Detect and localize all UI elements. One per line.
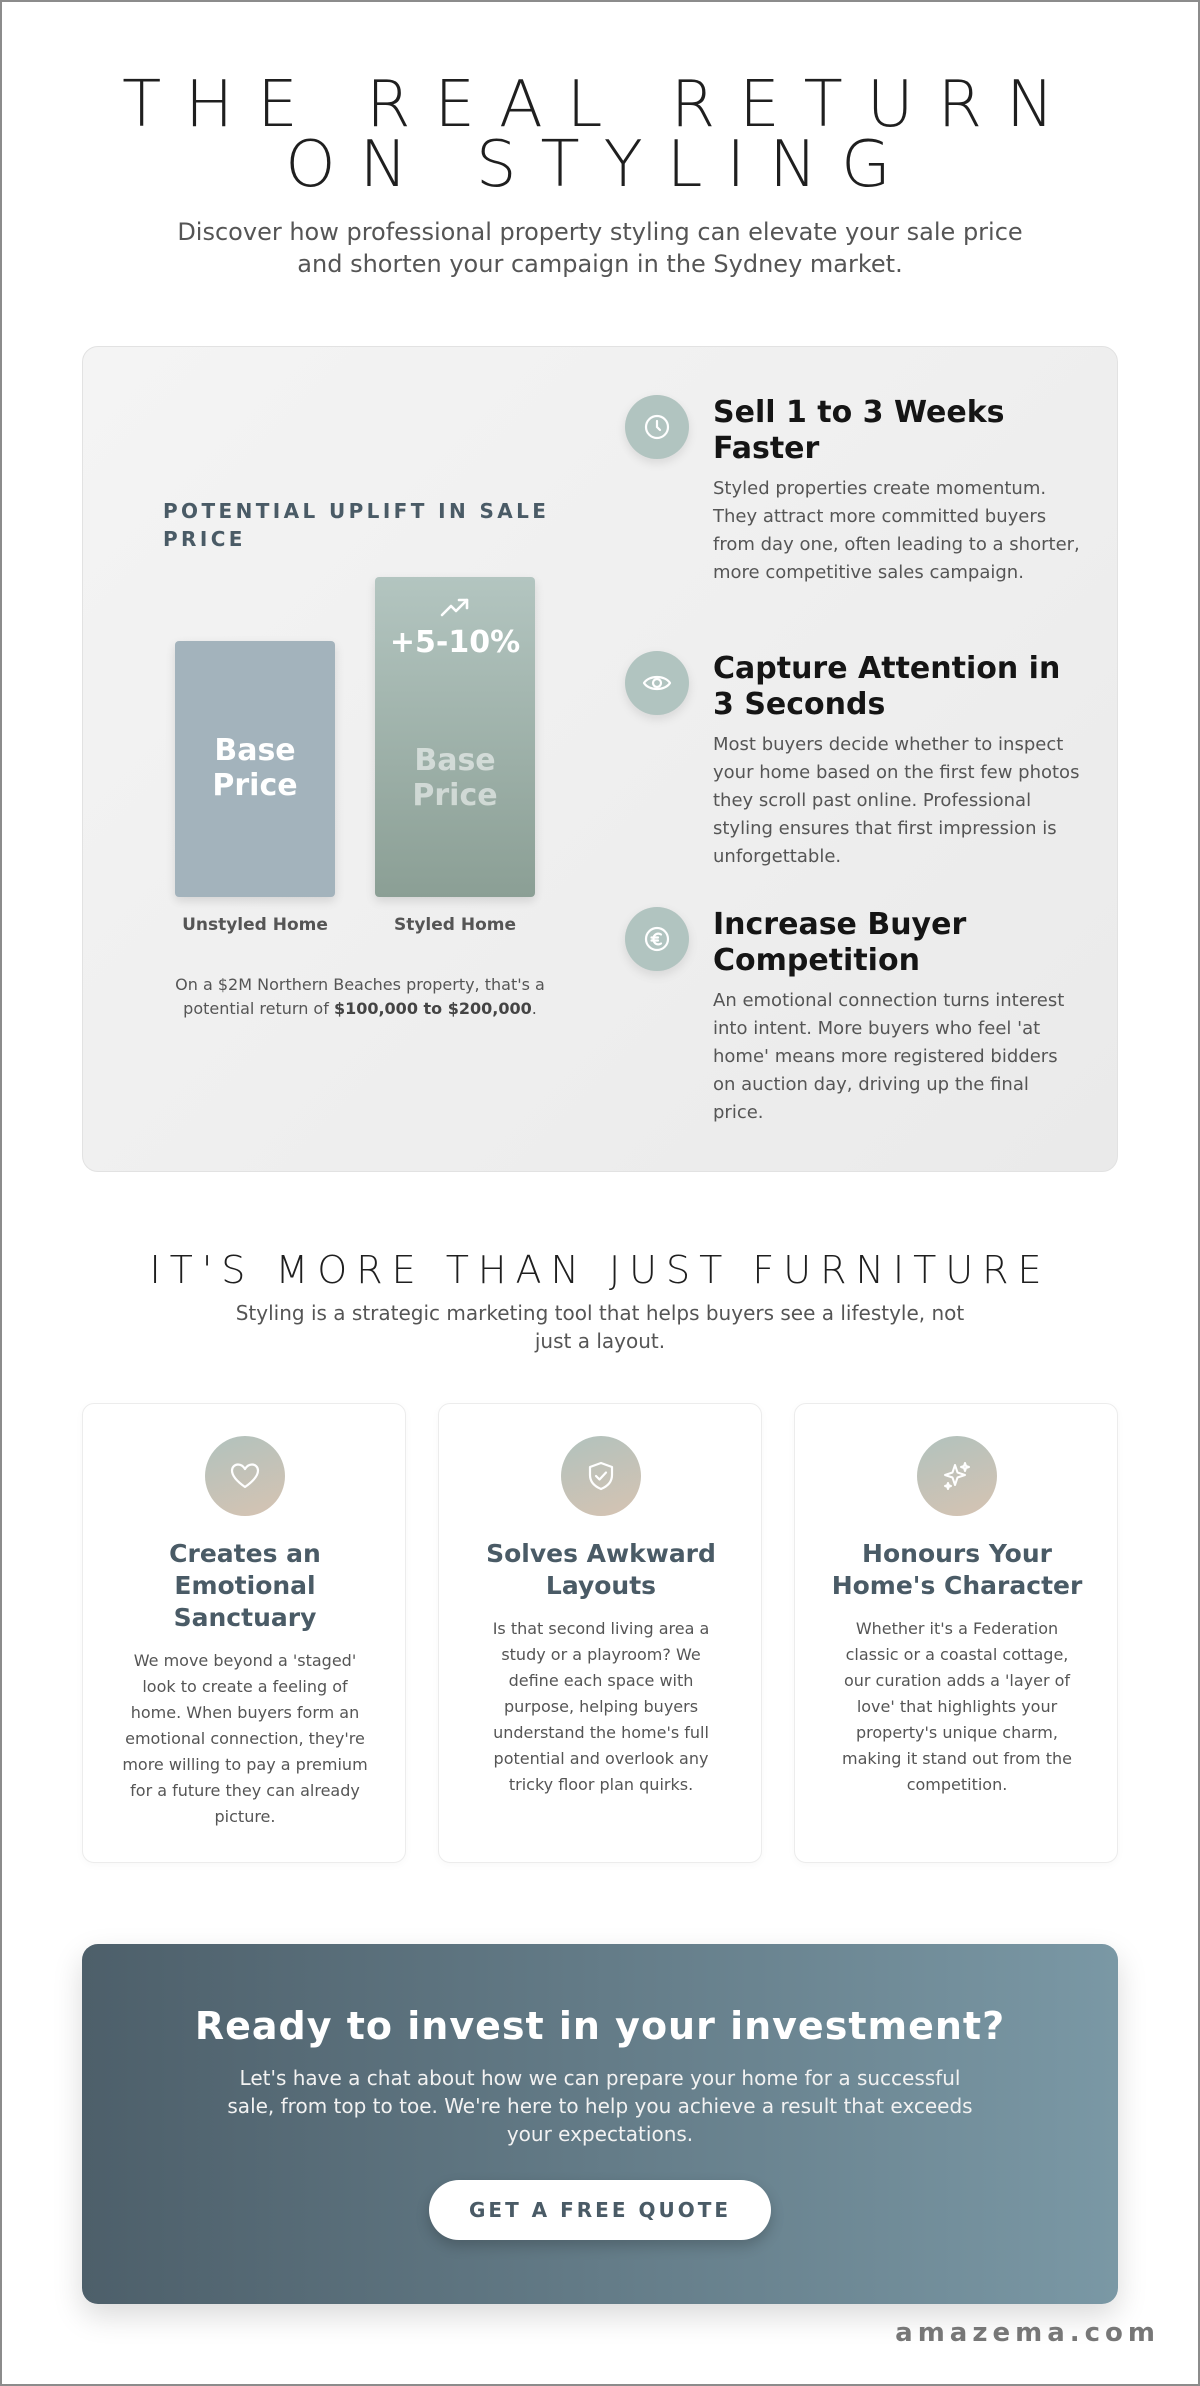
- unstyled-caption: Unstyled Home: [182, 915, 328, 935]
- heart-icon: [205, 1436, 285, 1516]
- brand-logo[interactable]: amazema.com: [895, 2318, 1160, 2348]
- uplift-note-suffix: .: [531, 999, 537, 1018]
- card-desc: Is that second living area a study or a playroom? We define each space with purpose, helping buyers understand the home's full potential and overlook any tricky floor plan quirks.: [492, 1619, 710, 1794]
- roi-panel: [82, 346, 1118, 1172]
- card-title: Honours Your Home's Character: [831, 1539, 1083, 1600]
- unstyled-price-bar: [175, 641, 335, 897]
- get-quote-button[interactable]: GET A FREE QUOTE: [429, 2180, 771, 2240]
- card-desc: Whether it's a Federation classic or a coastal cottage, our curation adds a 'layer of love' that highlights your property's unique charm, making it stand out from the competition.: [842, 1619, 1072, 1794]
- page-title: THE REAL RETURN ON STYLING: [122, 68, 1078, 202]
- card-title: Solves Awkward Layouts: [486, 1539, 716, 1600]
- euro-coin-icon: [625, 907, 689, 971]
- feature-desc: Styled properties create momentum. They attract more committed buyers from day one, often leading to a shorter, more competitive sales campaign.: [713, 478, 1080, 583]
- feature-desc: An emotional connection turns interest into intent. More buyers who feel 'at home' means more registered bidders on auction day, driving up the final price.: [713, 990, 1065, 1123]
- shield-check-icon: [561, 1436, 641, 1516]
- uplift-label: POTENTIAL UPLIFT IN SALE PRICE: [163, 499, 550, 551]
- cta-banner: [82, 1944, 1118, 2304]
- benefit-card-character: [794, 1403, 1118, 1863]
- page-subtitle: Discover how professional property styling can elevate your sale price and shorten your campaign in the Sydney market.: [177, 218, 1023, 278]
- cta-description: Let's have a chat about how we can prepare your home for a successful sale, from top to toe. We're here to help you achieve a result that exceeds your expectations.: [227, 2066, 973, 2146]
- uplift-note-prefix: On a $2M Northern Beaches property, that's a potential return of: [175, 975, 545, 1018]
- styled-base-price-text: Base Price: [412, 743, 498, 813]
- benefit-card-sanctuary: [82, 1403, 406, 1863]
- card-desc: We move beyond a 'staged' look to create a feeling of home. When buyers form an emotional connection, they're more willing to pay a premium for a future they can already picture.: [122, 1651, 368, 1826]
- feature-desc: Most buyers decide whether to inspect your home based on the first few photos they scroll past online. Professional styling ensures that first impression is unforgettable.: [713, 734, 1080, 867]
- styled-caption: Styled Home: [393, 915, 517, 935]
- cta-title: Ready to invest in your investment?: [194, 2004, 1006, 2048]
- section-subtitle: Styling is a strategic marketing tool that helps buyers see a lifestyle, not just a layout.: [235, 1301, 965, 1353]
- sparkles-icon: [917, 1436, 997, 1516]
- trending-up-icon: [439, 595, 471, 619]
- uplift-note-amount: $100,000 to $200,000: [333, 999, 532, 1018]
- feature-title: Increase Buyer Competition: [713, 907, 967, 978]
- card-title: Creates an Emotional Sanctuary: [169, 1539, 321, 1632]
- uplift-percent: +5-10%: [389, 625, 521, 660]
- base-price-text: Base Price: [212, 733, 298, 803]
- benefit-card-layouts: [438, 1403, 762, 1863]
- eye-icon: [625, 651, 689, 715]
- styled-price-bar: [375, 577, 535, 897]
- uplift-note: [155, 973, 565, 1021]
- section-title: IT'S MORE THAN JUST FURNITURE: [149, 1248, 1051, 1292]
- feature-title: Capture Attention in 3 Seconds: [713, 651, 1061, 722]
- clock-icon: [625, 395, 689, 459]
- feature-title: Sell 1 to 3 Weeks Faster: [713, 395, 1005, 466]
